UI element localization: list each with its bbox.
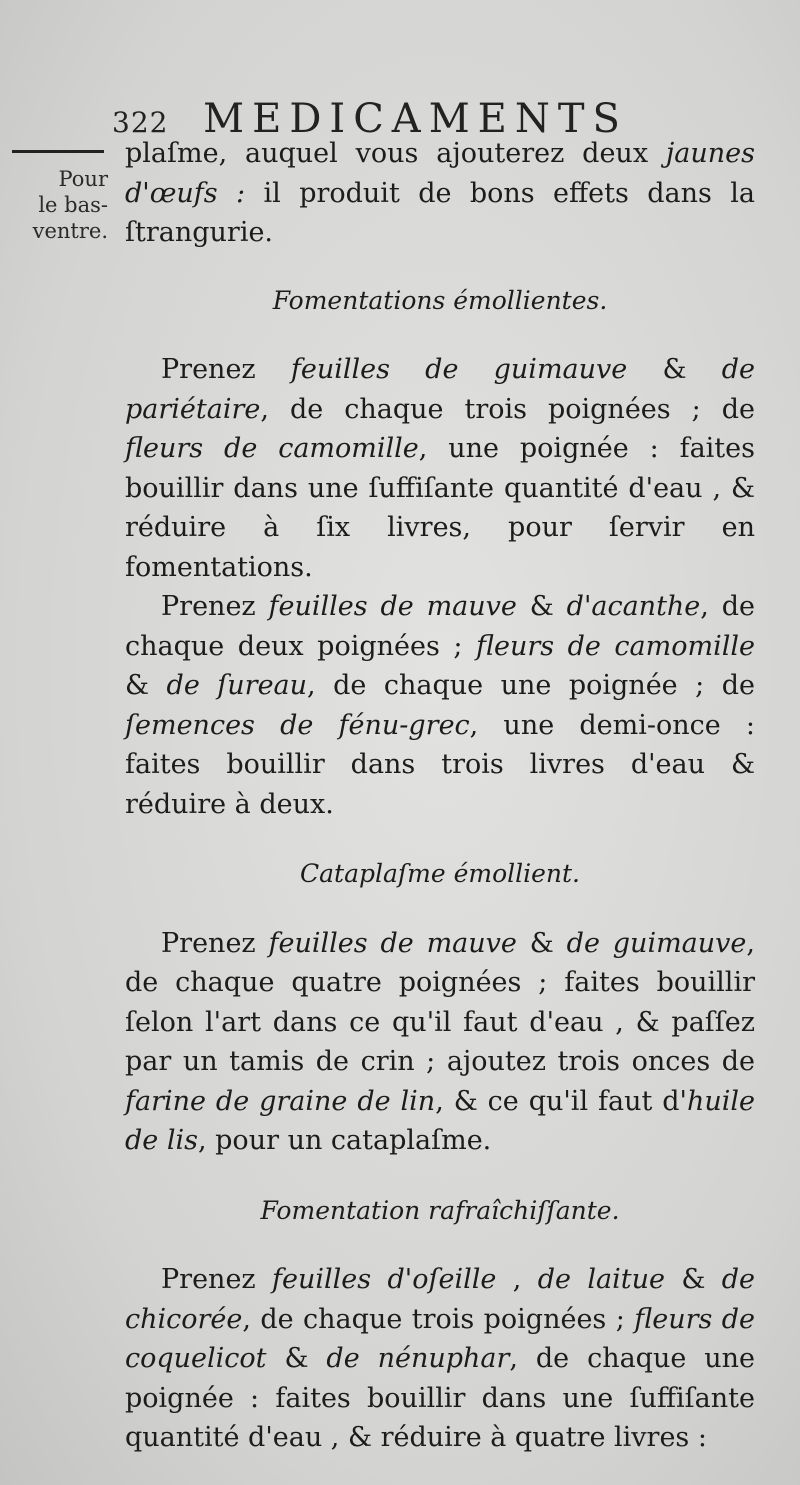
intro-paragraph: plaſme, auquel vous ajouterez deux jaunes d'œufs : il produit de bons effets dans la ſtrangurie. xyxy=(125,138,756,248)
page-number: 322 xyxy=(112,106,169,139)
italic-term: huile de lis xyxy=(125,1085,756,1156)
italic-term: fleurs de camomille xyxy=(475,630,755,662)
margin-note-line: le bas- xyxy=(38,193,108,217)
italic-term: feuilles de guimauve xyxy=(290,354,628,385)
recipe-paragraph: Prenez feuilles de mauve & de guimauve, de chaque quatre poignées ; faites bouillir ſelon l'art dans ce qu'il faut d'eau , & paſſez par un tamis de crin ; ajoutez trois onces de farine de graine de lin, & ce qu'il faut d'huile de lis, pour un cataplaſme. xyxy=(125,927,756,1156)
recipe-paragraph: Prenez feuilles de guimauve & de pariétaire, de chaque trois poignées ; de fleurs de camomille, une poignée : faites bouillir dans une ſuffiſante quantité d'eau , & réduire à ſix livres, pour ſervir en fomentations. xyxy=(125,354,755,583)
margin-note-line: ventre. xyxy=(32,219,108,243)
italic-term: d'acanthe xyxy=(566,591,701,622)
heading-cataplasme-emollient: Cataplaſme émollient. xyxy=(299,859,581,888)
italic-term: de ſureau xyxy=(166,670,308,701)
margin-note-line: Pour xyxy=(58,167,108,191)
margin-note xyxy=(4,166,108,244)
italic-term: de chicorée xyxy=(125,1264,756,1335)
italic-term: de guimauve xyxy=(566,927,747,959)
italic-term: fleurs de camomille xyxy=(125,433,419,464)
recipe-paragraph: Prenez feuilles de mauve & d'acanthe, de chaque deux poignées ; fleurs de camomille & de ſureau, de chaque une poignée ; de ſemences de fénu-grec, une demi-once : faites bouillir dans trois livres d'eau & réduire à deux. xyxy=(125,591,755,820)
italic-term: feuilles de mauve xyxy=(268,591,517,622)
italic-term: de laitue xyxy=(537,1264,665,1295)
italic-term: fleurs de coquelicot xyxy=(125,1303,756,1374)
italic-term: de pariétaire xyxy=(125,354,755,425)
italic-term: ſemences de fénu-grec xyxy=(125,709,470,741)
italic-term: de nénuphar xyxy=(326,1343,510,1374)
header-rule xyxy=(12,150,104,153)
italic-term: feuilles de mauve xyxy=(268,927,517,959)
italic-term: jaunes d'œufs : xyxy=(125,138,755,209)
page-body xyxy=(125,134,755,1458)
recipe-paragraph: Prenez feuilles d'oſeille , de laitue & de chicorée, de chaque trois poignées ; fleurs de coquelicot & de nénuphar, de chaque une poignée : faites bouillir dans une ſuffiſante quantité d'eau , & réduire à quatre livres : xyxy=(125,1264,756,1453)
heading-fomentation-rafraichissante: Fomentation rafraîchiſſante. xyxy=(260,1195,620,1225)
italic-term: farine de graine de lin xyxy=(125,1085,436,1117)
heading-fomentations-emollientes: Fomentations émollientes. xyxy=(272,285,608,315)
italic-term: feuilles d'oſeille xyxy=(272,1264,497,1295)
running-title: MEDICAMENTS xyxy=(203,96,628,142)
